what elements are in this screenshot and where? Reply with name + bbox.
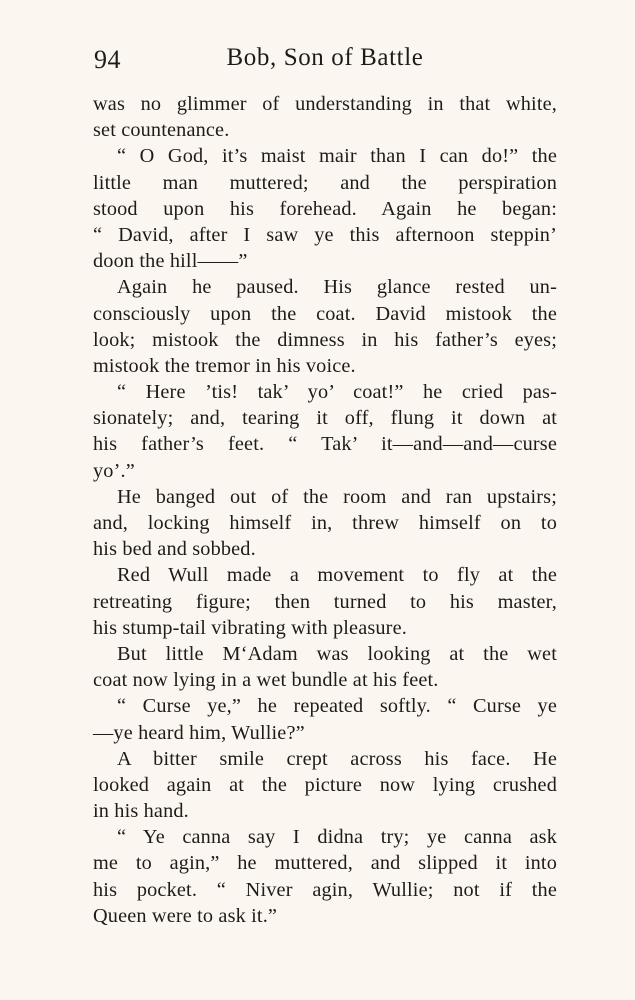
text-line: little man muttered; and the perspiration — [93, 171, 557, 194]
text-line: Red Wull made a movement to fly at the — [117, 564, 557, 587]
text-line: coat now lying in a wet bundle at his feet. — [93, 669, 439, 692]
running-title: Bob, Son of Battle — [226, 44, 424, 71]
text-line: “ Here ’tis! tak’ yo’ coat!” he cried pas- — [117, 381, 557, 404]
text-line: looked again at the picture now lying crushed — [93, 773, 557, 796]
text-line: “ Ye canna say I didna try; ye canna ask — [117, 826, 557, 849]
text-line: “ Curse ye,” he repeated softly. “ Curse ye — [117, 695, 557, 718]
text-line: his bed and sobbed. — [93, 538, 256, 561]
text-line: Queen were to ask it.” — [93, 904, 278, 927]
text-line: in his hand. — [93, 800, 189, 823]
text-line: doon the hill——” — [93, 250, 248, 273]
page-header — [92, 42, 558, 78]
text-line: —ye heard him, Wullie?” — [93, 721, 305, 744]
text-line: me to agin,” he muttered, and slipped it into — [93, 852, 557, 875]
text-line: yo’.” — [93, 459, 135, 482]
body-text — [93, 91, 557, 929]
text-line: his father’s feet. “ Tak’ it—and—and—curse — [93, 433, 557, 456]
text-line: Again he paused. His glance rested un- — [117, 276, 557, 299]
text-line: retreating figure; then turned to his master, — [93, 590, 557, 613]
text-line: He banged out of the room and ran upstairs; — [117, 485, 557, 508]
page-number: 94 — [94, 45, 121, 74]
text-line: mistook the tremor in his voice. — [93, 354, 356, 377]
text-line: and, locking himself in, threw himself on to — [93, 512, 557, 534]
text-line: But little M‘Adam was looking at the wet — [117, 642, 557, 665]
text-line: “ David, after I saw ye this afternoon steppin’ — [93, 223, 557, 246]
text-line: his pocket. “ Niver agin, Wullie; not if the — [93, 878, 557, 901]
text-line: “ O God, it’s maist mair than I can do!” the — [117, 145, 557, 168]
text-line: set countenance. — [93, 119, 230, 142]
text-line: A bitter smile crept across his face. He — [117, 747, 557, 770]
text-line: his stump-tail vibrating with pleasure. — [93, 616, 407, 639]
text-line: consciously upon the coat. David mistook the — [93, 302, 557, 325]
text-line: sionately; and, tearing it off, flung it down at — [93, 407, 557, 430]
text-line: stood upon his forehead. Again he began: — [93, 197, 557, 220]
text-line: was no glimmer of understanding in that white, — [93, 93, 557, 115]
text-line: look; mistook the dimness in his father’s eyes; — [93, 328, 557, 351]
